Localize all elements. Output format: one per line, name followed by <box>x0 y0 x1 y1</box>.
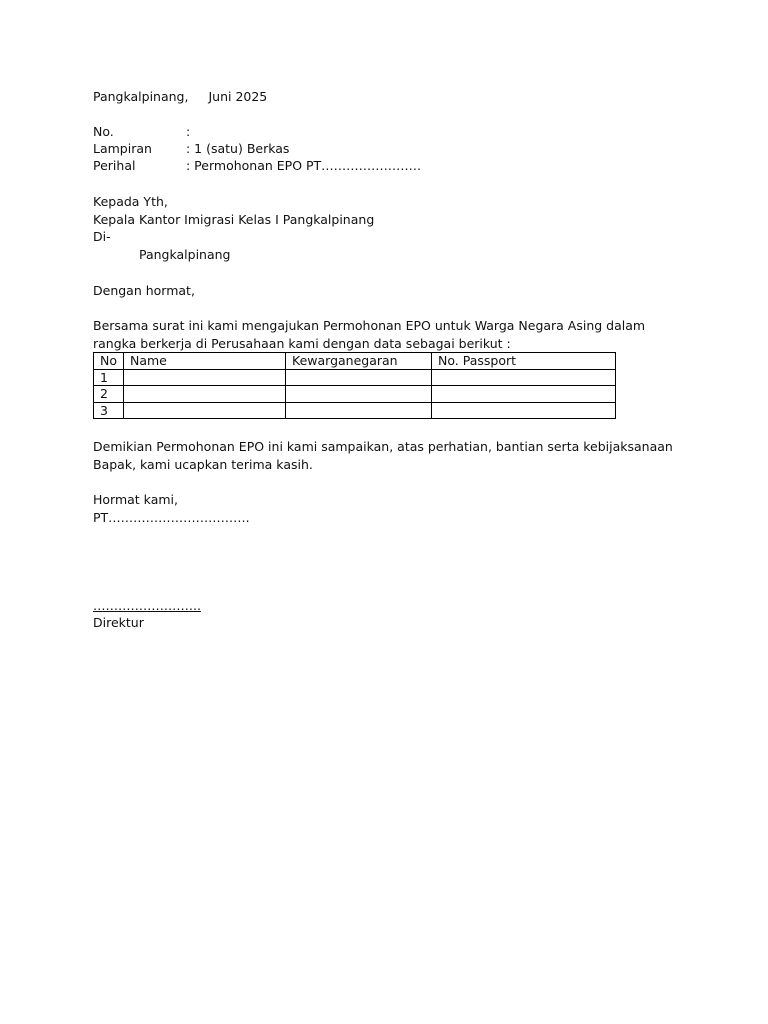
greeting: Dengan hormat, <box>93 283 195 298</box>
table-cell-name <box>124 402 286 419</box>
date-place: Pangkalpinang, <box>93 89 189 104</box>
table-cell-nationality <box>286 402 432 419</box>
date-month-year: Juni 2025 <box>208 89 268 104</box>
signatory-title: Direktur <box>93 615 144 630</box>
field-attachment <box>93 140 289 157</box>
field-value: : Permohonan EPO PT…………………… <box>186 158 422 173</box>
signature-line: …………………….. <box>93 598 201 613</box>
table-header-nationality: Kewarganegaran <box>286 353 432 370</box>
table-header-no: No <box>94 353 124 370</box>
foreign-worker-table <box>93 352 616 419</box>
field-label: Perihal <box>93 158 136 173</box>
field-subject <box>93 157 421 174</box>
table-cell-passport <box>432 386 616 403</box>
regards: Hormat kami, <box>93 492 178 507</box>
field-number <box>93 123 190 140</box>
table-cell-nationality <box>286 386 432 403</box>
recipient-di: Di- <box>93 229 111 244</box>
table-cell-passport <box>432 369 616 386</box>
table-header-row <box>94 353 616 370</box>
table-cell-name <box>124 386 286 403</box>
table-cell-passport <box>432 402 616 419</box>
table-cell-no: 3 <box>94 402 124 419</box>
company-name: PT……………………………. <box>93 510 250 525</box>
closing-paragraph: Demikian Permohonan EPO ini kami sampaikan, atas perhatian, bantian serta kebijaksanaan Bapak, kami ucapkan terima kasih. <box>93 439 673 472</box>
table-header-passport: No. Passport <box>432 353 616 370</box>
table-cell-no: 2 <box>94 386 124 403</box>
field-value: : <box>186 124 191 139</box>
table-cell-name <box>124 369 286 386</box>
table-header-name: Name <box>124 353 286 370</box>
field-value: : 1 (satu) Berkas <box>186 141 290 156</box>
table-row <box>94 402 616 419</box>
recipient-salutation: Kepada Yth, <box>93 194 168 209</box>
table-row <box>94 369 616 386</box>
recipient-city: Pangkalpinang <box>139 247 231 262</box>
recipient-office: Kepala Kantor Imigrasi Kelas I Pangkalpinang <box>93 212 375 227</box>
table-cell-nationality <box>286 369 432 386</box>
intro-paragraph: Bersama surat ini kami mengajukan Permohonan EPO untuk Warga Negara Asing dalam rangka berkerja di Perusahaan kami dengan data sebagai berikut : <box>93 318 646 351</box>
field-label: Lampiran <box>93 141 152 156</box>
date-line <box>93 88 267 105</box>
table-cell-no: 1 <box>94 369 124 386</box>
field-label: No. <box>93 124 114 139</box>
table-row <box>94 386 616 403</box>
